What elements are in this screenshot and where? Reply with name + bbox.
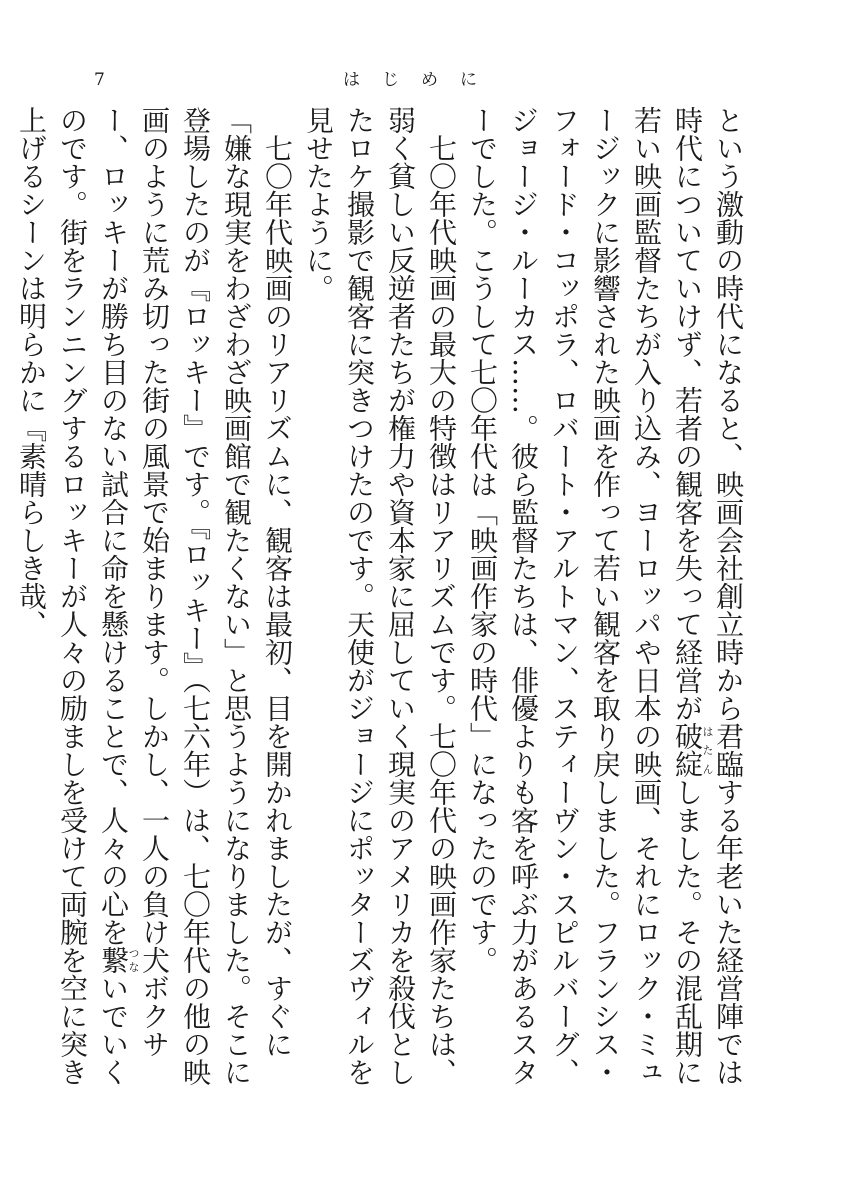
ruby-annotation: 破綻はたん <box>671 722 714 778</box>
paragraph-2: 七〇年代映画の最大の特徴はリアリズムです。七〇年代の映画作家たちは、弱く貧しい反逆者たちが権力や資本家に屈していく現実のアメリカを殺伐としたロケ撮影で観客に突きつけたのです。天使がジョージにポッターズヴィルを見せたように。 <box>302 106 458 1086</box>
page-number: 7 <box>94 70 105 90</box>
paragraph-1: という激動の時代になると、映画会社創立時から君臨する年老いた経営陣では時代についていけず、若者の観客を失って経営が破綻はたんしました。その混乱期に若い映画監督たちが入り込み、ヨーロッパや日本の映画、それにロック・ミュージックに影響された映画を作って若い観客を取り戻しました。フランシス・フォード・コッポラ、ロバート・アルトマン、スティーヴン・スピルバーグ、ジョージ・ルーカス……。彼ら監督たちは、俳優よりも客を呼ぶ力があるスターでした。こうして七〇年代は「映画作家の時代」になったのです。 <box>466 106 745 1086</box>
body-text <box>15 106 749 1106</box>
paragraph-3: 七〇年代映画のリアリズムに、観客は最初、目を開かれましたが、すぐに「嫌な現実をわざわざ映画館で観たくない」と思うようになりました。そこに登場したのが『ロッキー』です。『ロッキー』（七六年）は、七〇年代の他の映画のように荒み切った街の風景で始まります。しかし、一人の負け犬ボクサー、ロッキーが勝ち目のない試合に命を懸けることで、人々の心を繋つないでいくのです。街をランニングするロッキーが人々の励ましを受けて両腕を空に突き上げるシーンは明らかに『素晴らしき哉、 <box>15 106 294 1086</box>
ruby-annotation: 繋つな <box>97 946 140 974</box>
running-header: はじめに <box>343 70 499 90</box>
